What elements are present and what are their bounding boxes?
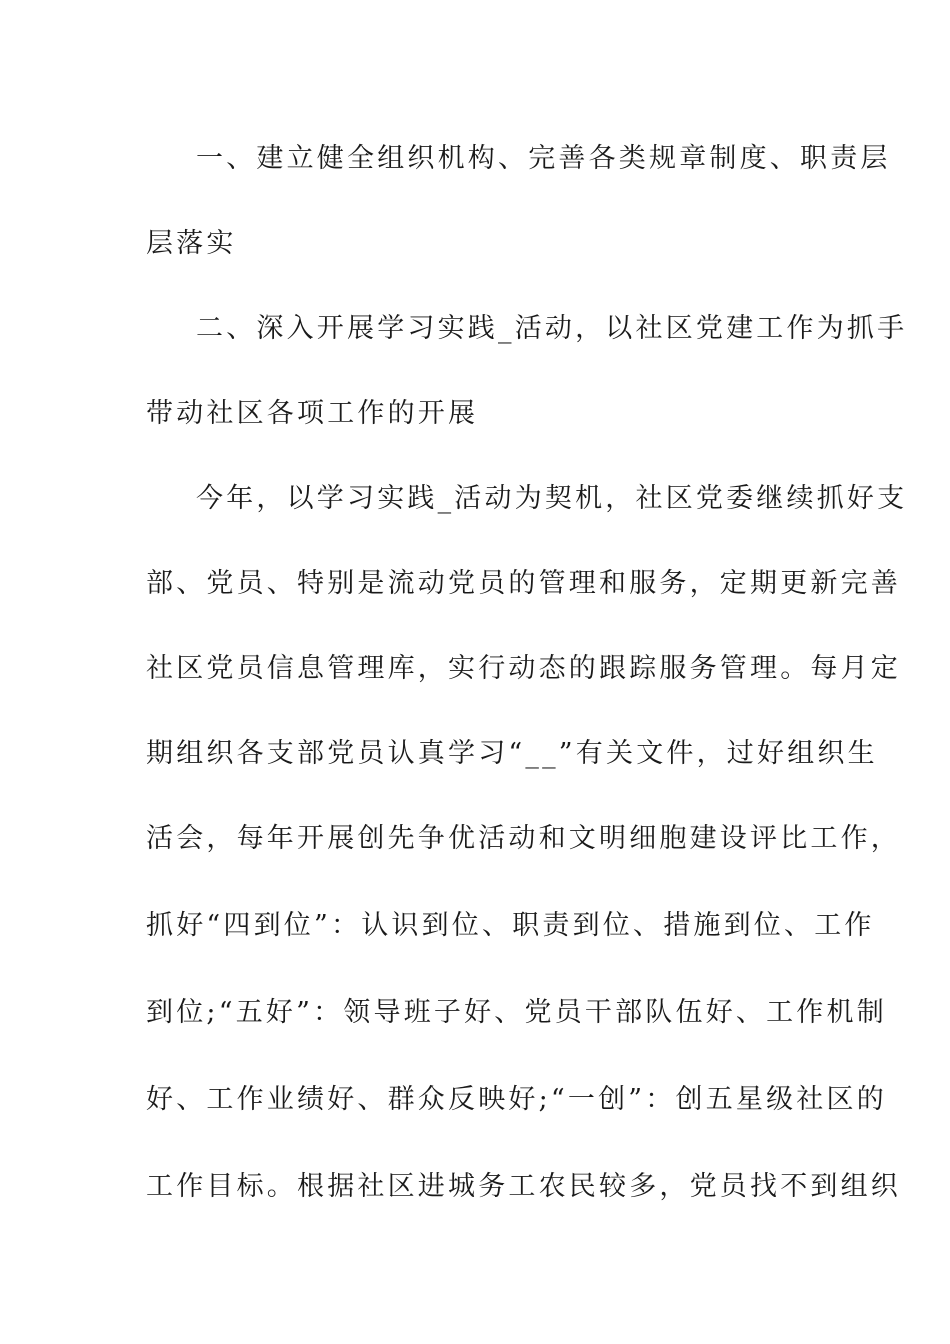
paragraph-line: 好、工作业绩好、群众反映好;“一创”：创五星级社区的 — [146, 1084, 887, 1115]
paragraph-line: 活会，每年开展创先争优活动和文明细胞建设评比工作， — [146, 823, 901, 854]
paragraph-line: 今年，以学习实践_活动为契机，社区党委继续抓好支 — [196, 483, 908, 514]
heading-2-line-2: 带动社区各项工作的开展 — [146, 398, 479, 429]
paragraph-line: 抓好“四到位”：认识到位、职责到位、措施到位、工作 — [146, 910, 875, 941]
heading-1-line-1: 一、建立健全组织机构、完善各类规章制度、职责层 — [196, 143, 891, 174]
paragraph-line: 期组织各支部党员认真学习“__”有关文件，过好组织生 — [146, 738, 878, 769]
paragraph-line: 社区党员信息管理库，实行动态的跟踪服务管理。每月定 — [146, 653, 901, 684]
paragraph-line: 到位;“五好”：领导班子好、党员干部队伍好、工作机制 — [146, 997, 887, 1028]
paragraph-line: 部、党员、特别是流动党员的管理和服务，定期更新完善 — [146, 568, 901, 599]
heading-2-line-1: 二、深入开展学习实践_活动，以社区党建工作为抓手 — [196, 313, 908, 344]
paragraph-line: 工作目标。根据社区进城务工农民较多，党员找不到组织 — [146, 1171, 901, 1202]
heading-1-line-2: 层落实 — [146, 228, 237, 259]
